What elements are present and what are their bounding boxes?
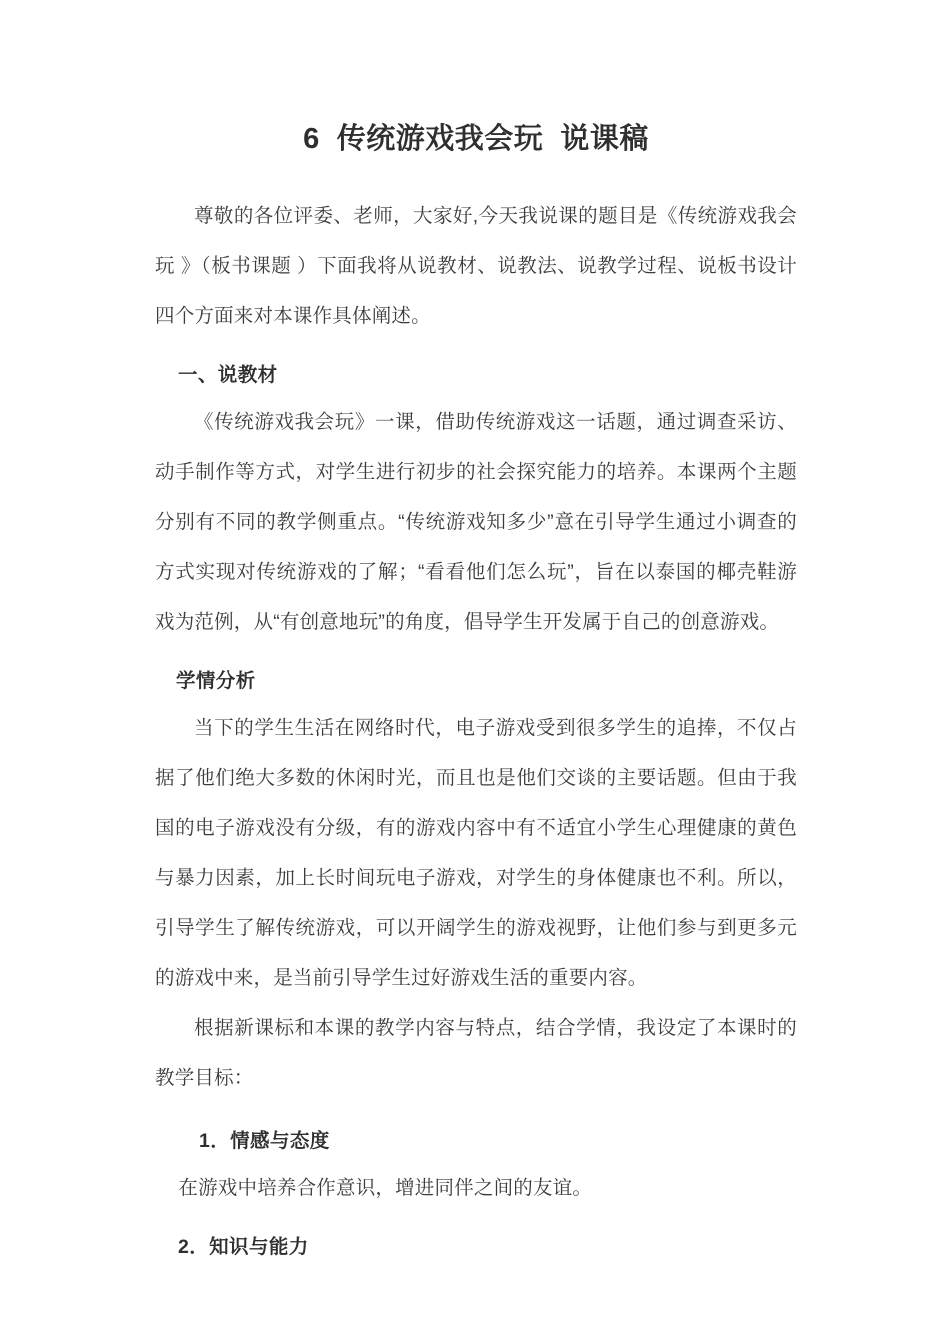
intro-paragraph: 尊敬的各位评委、老师，大家好,今天我说课的题目是《传统游戏我会玩 》（板书课题 ）下面我将从说教材、说教法、说教学过程、说板书设计四个方面来对本课作具体阐述。	[155, 204, 797, 327]
spacer-after-title	[155, 157, 797, 173]
page-title: 6 传统游戏我会玩 说课稿	[303, 123, 649, 155]
spacer-between-objectives	[155, 1213, 797, 1225]
objective-heading-1: 1．情感与态度	[199, 1129, 330, 1152]
objective-heading-2: 2．知识与能力	[178, 1235, 309, 1258]
spacer-before-section-2	[155, 647, 797, 659]
section-paragraph-student-analysis: 当下的学生生活在网络时代，电子游戏受到很多学生的追捧，不仅占据了他们绝大多数的休闲时光，而且也是他们交谈的主要话题。但由于我国的电子游戏没有分级，有的游戏内容中有不适宜小学生心理健康的黄色与暴力因素，加上长时间玩电子游戏，对学生的身体健康也不利。所以，引导学生了解传统游戏，可以开阔学生的游戏视野，让他们参与到更多元的游戏中来，是当前引导学生过好游戏生活的重要内容。	[155, 716, 797, 989]
section-heading-student-analysis: 学情分析	[176, 669, 256, 692]
section-heading-teaching-material: 一、说教材	[178, 363, 278, 386]
section-paragraph-objectives-lead-in: 根据新课标和本课的教学内容与特点，结合学情，我设定了本课时的教学目标：	[155, 1016, 797, 1089]
section-paragraph-teaching-material: 《传统游戏我会玩》一课，借助传统游戏这一话题，通过调查采访、动手制作等方式，对学生进行初步的社会探究能力的培养。本课两个主题分别有不同的教学侧重点。“传统游戏知多少”意在引导学生通过小调查的方式实现对传统游戏的了解；“看看他们怎么玩”，旨在以泰国的椰壳鞋游戏为范例，从“有创意地玩”的角度，倡导学生开发属于自己的创意游戏。	[155, 410, 797, 633]
spacer-before-section-1	[155, 341, 797, 353]
objective-body-1: 在游戏中培养合作意识，增进同伴之间的友谊。	[178, 1176, 593, 1199]
spacer-before-objectives	[155, 1103, 797, 1119]
document-content	[155, 0, 797, 1269]
